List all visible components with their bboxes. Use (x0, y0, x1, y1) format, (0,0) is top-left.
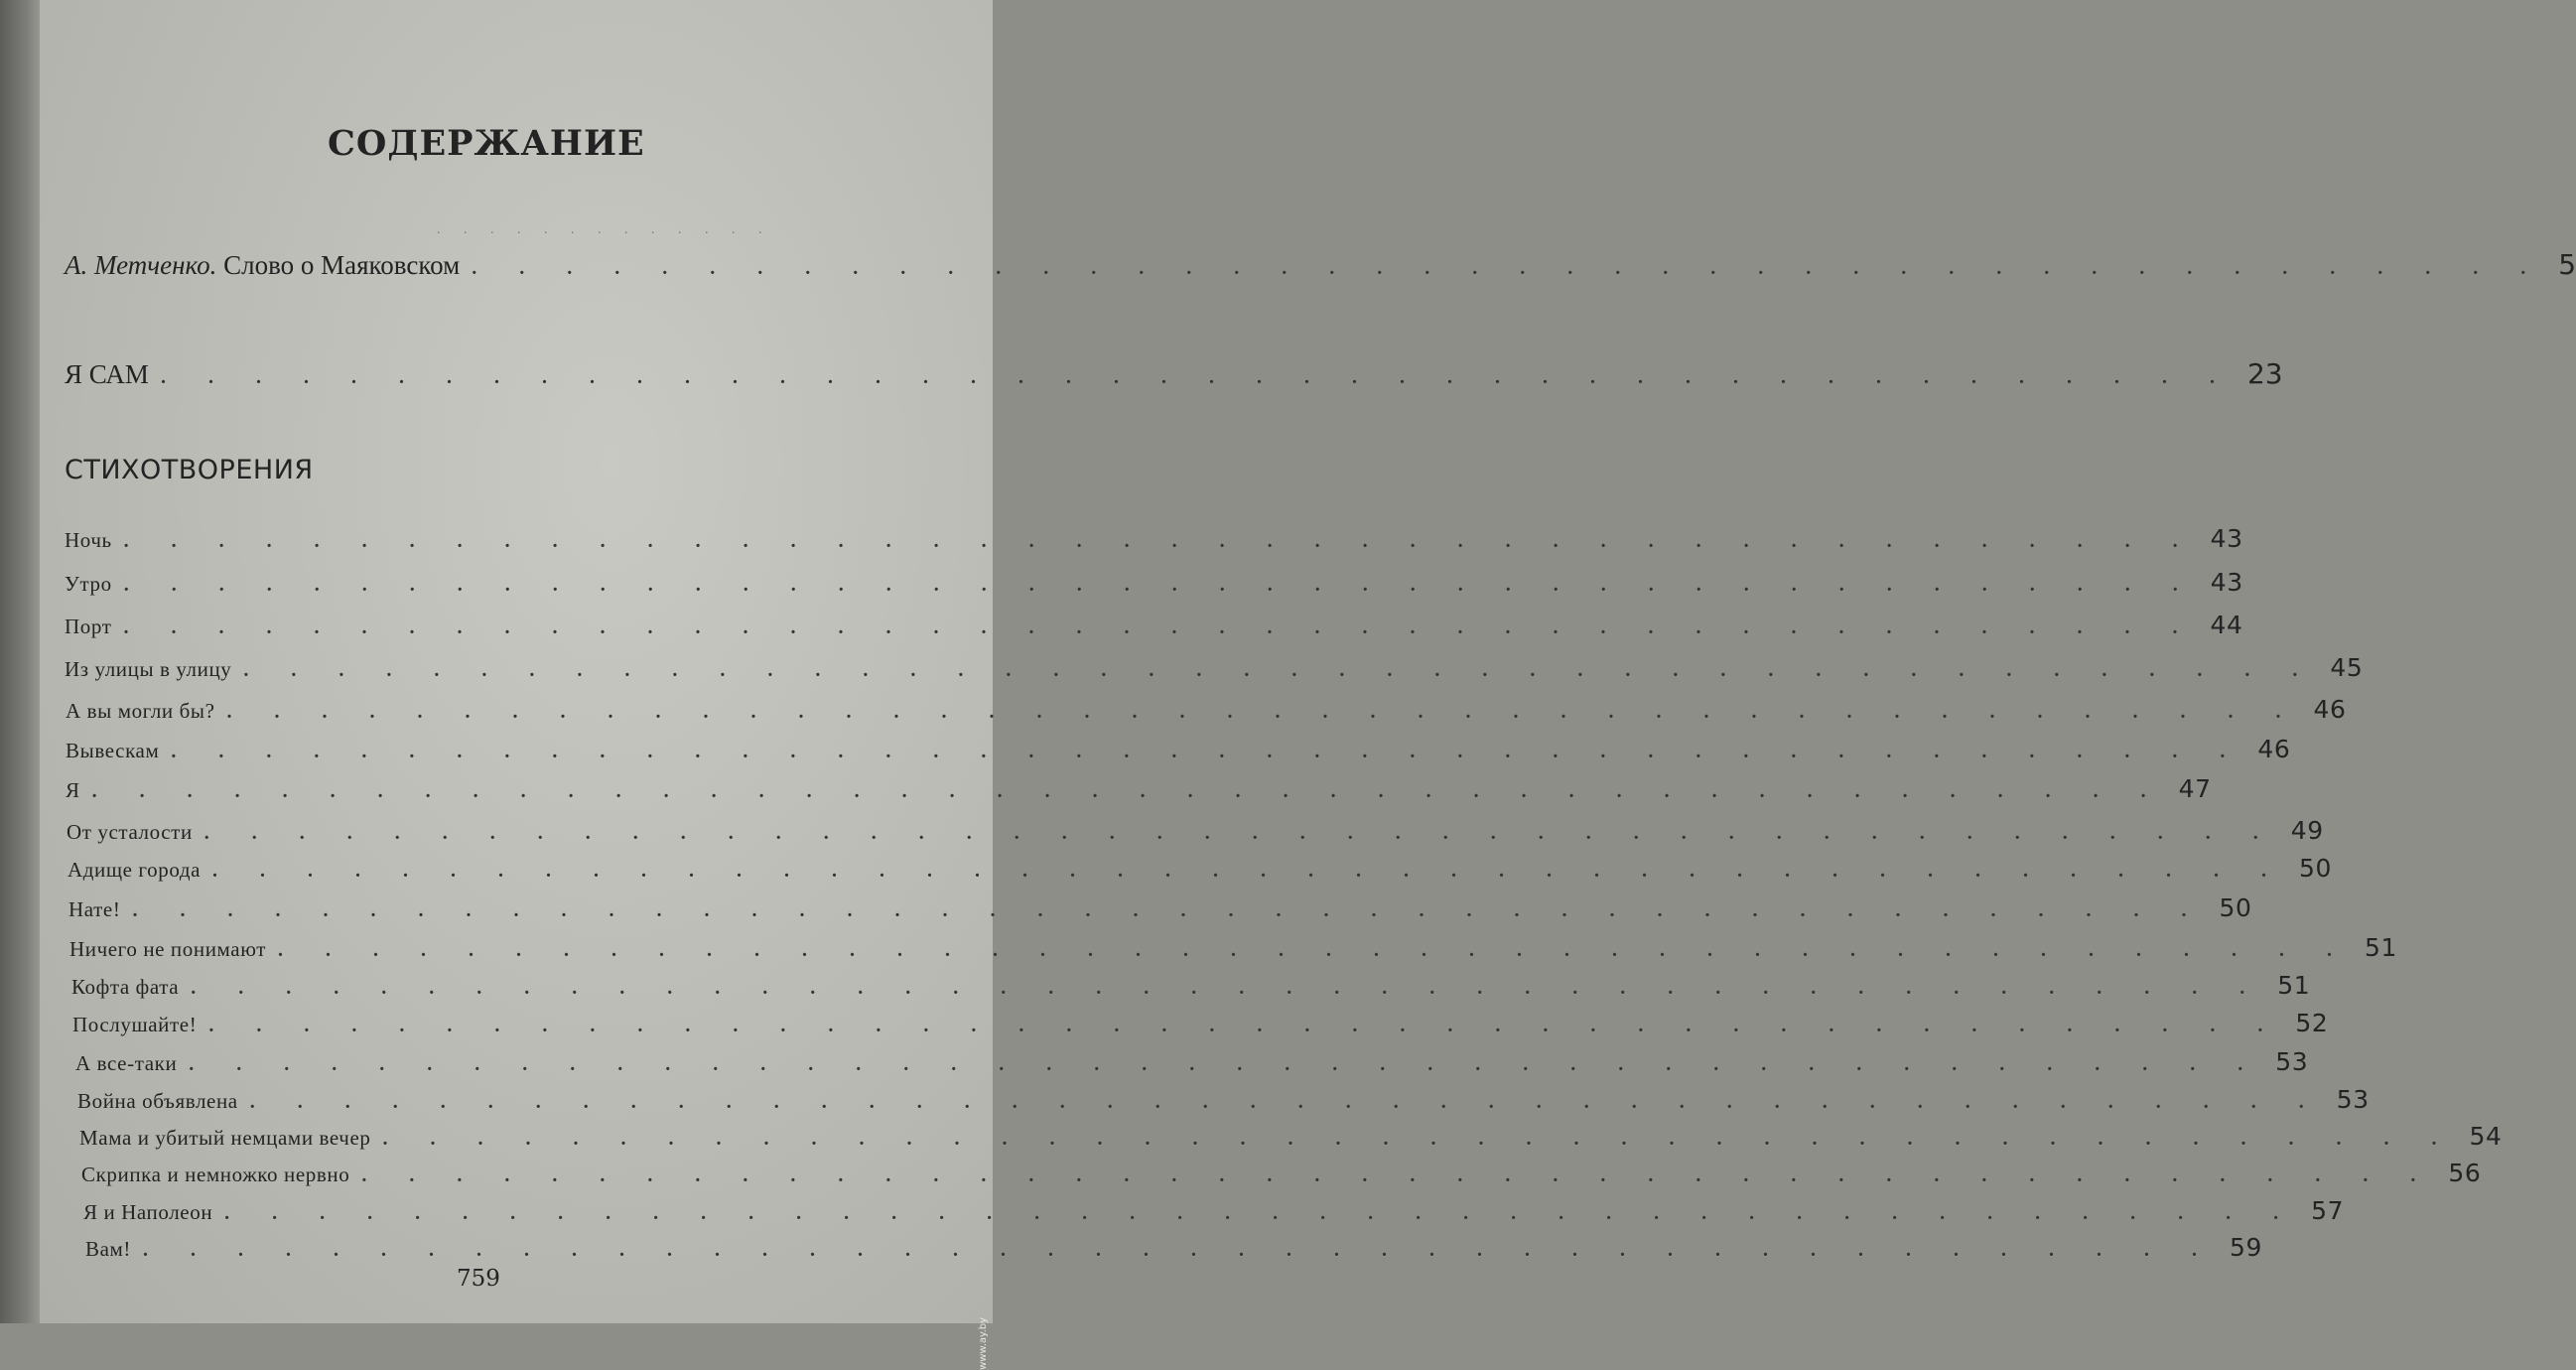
dot-leader (123, 616, 2196, 639)
toc-entry-page: 45 (2330, 653, 2364, 682)
toc-entry-page: 51 (2365, 933, 2398, 962)
page-title: СОДЕРЖАНИЕ (328, 123, 645, 164)
toc-entry-text (65, 250, 460, 281)
toc-entry (67, 816, 2324, 845)
toc-entry (85, 1233, 2263, 1262)
dot-leader (204, 822, 2277, 845)
toc-entry (68, 854, 2333, 883)
toc-entry-page: 50 (2219, 893, 2252, 922)
dot-leader (171, 741, 2243, 763)
toc-entry-page: 43 (2210, 524, 2243, 553)
toc-entry-title: Мама и убитый немцами вечер (79, 1126, 371, 1150)
toc-entry-page: 23 (2246, 357, 2283, 390)
toc-entry-introduction (65, 248, 2576, 281)
toc-entry-page: 46 (2257, 735, 2291, 763)
toc-entry (75, 1047, 2309, 1076)
toc-entry-title: Адище города (68, 858, 202, 882)
toc-entry (81, 1159, 2482, 1187)
toc-entry-page: 43 (2210, 568, 2243, 597)
toc-entry-title: Ночь (65, 528, 112, 552)
toc-entry (65, 611, 2243, 639)
toc-entry (65, 524, 2243, 553)
toc-entry-page: 56 (2448, 1159, 2482, 1187)
toc-entry-title: Вывескам (66, 739, 160, 762)
toc-entry-page: 51 (2277, 971, 2311, 1000)
toc-entry-title: Я САМ (65, 359, 149, 389)
toc-entry (77, 1085, 2370, 1114)
dot-leader (191, 977, 2263, 1000)
toc-entry-page: 53 (2336, 1085, 2370, 1114)
toc-entry (71, 971, 2311, 1000)
toc-entry-title: Я (66, 778, 80, 802)
dot-leader (132, 899, 2205, 922)
dot-leader (208, 1015, 2281, 1037)
toc-entry-author: А. Метченко. (65, 250, 217, 280)
toc-entry (66, 735, 2291, 763)
toc-entry-page: 59 (2230, 1233, 2263, 1262)
toc-entry-title: Слово о Маяковском (223, 250, 461, 280)
toc-entry-page: 44 (2210, 611, 2243, 639)
dot-leader (278, 939, 2351, 962)
toc-entry (83, 1196, 2345, 1225)
toc-entry-title: Ничего не понимают (69, 937, 267, 961)
toc-entry-title: Вам! (85, 1237, 132, 1261)
toc-entry (79, 1122, 2503, 1151)
toc-entry-title: Из улицы в улицу (65, 657, 232, 681)
toc-entry-page: 57 (2311, 1196, 2345, 1225)
toc-entry (66, 774, 2212, 803)
toc-entry-title: Скрипка и немножко нервно (81, 1163, 350, 1186)
toc-entry-page: 49 (2290, 816, 2324, 845)
toc-entry (66, 695, 2347, 724)
toc-entry-page: 53 (2275, 1047, 2309, 1076)
decorative-dots: . . . . . . . . . . . . . (437, 222, 772, 237)
toc-entry-ya-sam (65, 357, 2283, 390)
dot-leader (361, 1164, 2434, 1187)
dot-leader (92, 780, 2165, 803)
dot-leader (212, 860, 2285, 883)
dot-leader (161, 366, 2234, 389)
toc-entry-title: А все-таки (75, 1051, 178, 1075)
toc-entry-title: Нате! (68, 897, 121, 921)
dot-leader (382, 1128, 2455, 1151)
page-number: 759 (457, 1266, 500, 1292)
dot-leader (227, 701, 2300, 724)
toc-entry-page: 47 (2178, 774, 2212, 803)
dot-leader (224, 1202, 2297, 1225)
dot-leader (124, 530, 2197, 553)
toc-entry-title: Война объявлена (77, 1089, 238, 1113)
toc-entry (69, 933, 2398, 962)
toc-entry-title: Утро (65, 572, 112, 596)
toc-entry-title: От усталости (67, 820, 193, 844)
toc-entry-page: 52 (2295, 1009, 2329, 1037)
toc-entry (68, 893, 2252, 922)
dot-leader (243, 659, 2316, 682)
dot-leader (472, 257, 2544, 280)
toc-entry-page: 54 (2469, 1122, 2503, 1151)
dot-leader (250, 1091, 2323, 1114)
toc-entry (65, 653, 2364, 682)
dot-leader (189, 1053, 2261, 1076)
toc-entry-title: А вы могли бы? (66, 699, 215, 723)
toc-entry-title: Кофта фата (71, 975, 180, 999)
dot-leader (143, 1239, 2216, 1262)
toc-entry (72, 1009, 2329, 1037)
toc-entry-title: Я и Наполеон (83, 1200, 213, 1224)
toc-entry-page: 5 (2558, 248, 2576, 281)
toc-entry-title: Порт (65, 615, 112, 638)
toc-entry-page: 50 (2299, 854, 2333, 883)
dot-leader (124, 574, 2197, 597)
toc-entry-title: Послушайте! (72, 1013, 198, 1036)
section-title: СТИХОТВОРЕНИЯ (65, 455, 314, 485)
toc-entry-page: 46 (2313, 695, 2347, 724)
watermark: www.ay.by (978, 1317, 989, 1370)
toc-entry (65, 568, 2243, 597)
